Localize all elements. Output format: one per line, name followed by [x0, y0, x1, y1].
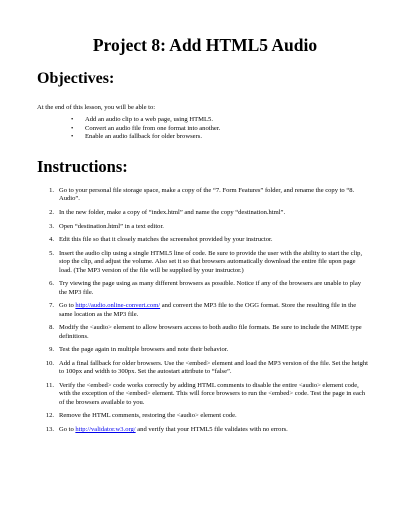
audio-converter-link[interactable]: http://audio.online-convert.com/ [75, 302, 161, 310]
objectives-intro: At the end of this lesson, you will be able to: [37, 104, 156, 111]
list-item: 5. Insert the audio clip using a single HTML5 line of code. Be sure to provide the user with the ability to start the clip, stop the clip, and adjust the volume. Also set it so that browsers automatically download the entire file upon page load. (The MP3 version of the file will be supplied by your instructor.) [49, 250, 363, 274]
list-item: 7. Go to http://audio.online-convert.com/ and convert the MP3 file to the OGG format. Store the resulting file in the same location as the MP3 file. [49, 302, 357, 318]
list-item: 2. In the new folder, make a copy of “index.html” and name the copy “destination.html”. [49, 208, 286, 216]
list-item: • Add an audio clip to a web page, using HTML5. [71, 116, 214, 123]
validator-link[interactable]: http://validator.w3.org/ [75, 426, 136, 434]
list-item: 9. Test the page again in multiple browsers and note their behavior. [49, 346, 229, 354]
list-item: 8. Modify the <audio> element to allow browsers access to both audio file formats. Be sure to include the MIME type definitions. [49, 324, 362, 340]
objectives-heading: Objectives: [37, 70, 115, 87]
bullet-icon: • [71, 116, 74, 123]
list-item: • Enable an audio fallback for older browsers. [71, 133, 202, 141]
bullet-icon: • [71, 133, 74, 141]
instructions-list [37, 187, 370, 435]
list-item: 1. Go to your personal file storage space, make a copy of the “7. Form Features” folder, and rename the copy to “8. Audio”. [49, 186, 355, 202]
list-item: 13. Go to http://validator.w3.org/ and verify that your HTML5 file validates with no errors. [45, 426, 288, 434]
objectives-list [37, 116, 370, 142]
list-item: 11. Verify the <embed> code works correctly by adding HTML comments to disable the entire <audio> element code, with the exception of the <embed> element. This will force browsers to run the <embed> code. Test the page in each of the browsers available to you. [46, 382, 366, 406]
list-item: • Convert an audio file from one format into another. [71, 124, 221, 132]
list-item: 6. Try viewing the page using as many different browsers as possible. Notice if any of the browsers are unable to play the MP3 file. [49, 280, 361, 296]
page-title: Project 8: Add HTML5 Audio [92, 35, 318, 55]
list-item: 10. Add a final fallback for older browsers. Use the <embed> element and load the MP3 version of the file. Set the height to 100px and width to 300px. Set the autostart attribute to “false”. [45, 360, 368, 376]
list-item: 12. Remove the HTML comments, restoring the <audio> element code. [45, 412, 237, 420]
bullet-icon: • [71, 124, 74, 132]
list-item: 4. Edit this file so that it closely matches the screenshot provided by your instructor. [49, 236, 273, 244]
instructions-heading: Instructions: [37, 156, 128, 176]
list-item: 3. Open “destination.html” in a text editor. [49, 222, 164, 230]
